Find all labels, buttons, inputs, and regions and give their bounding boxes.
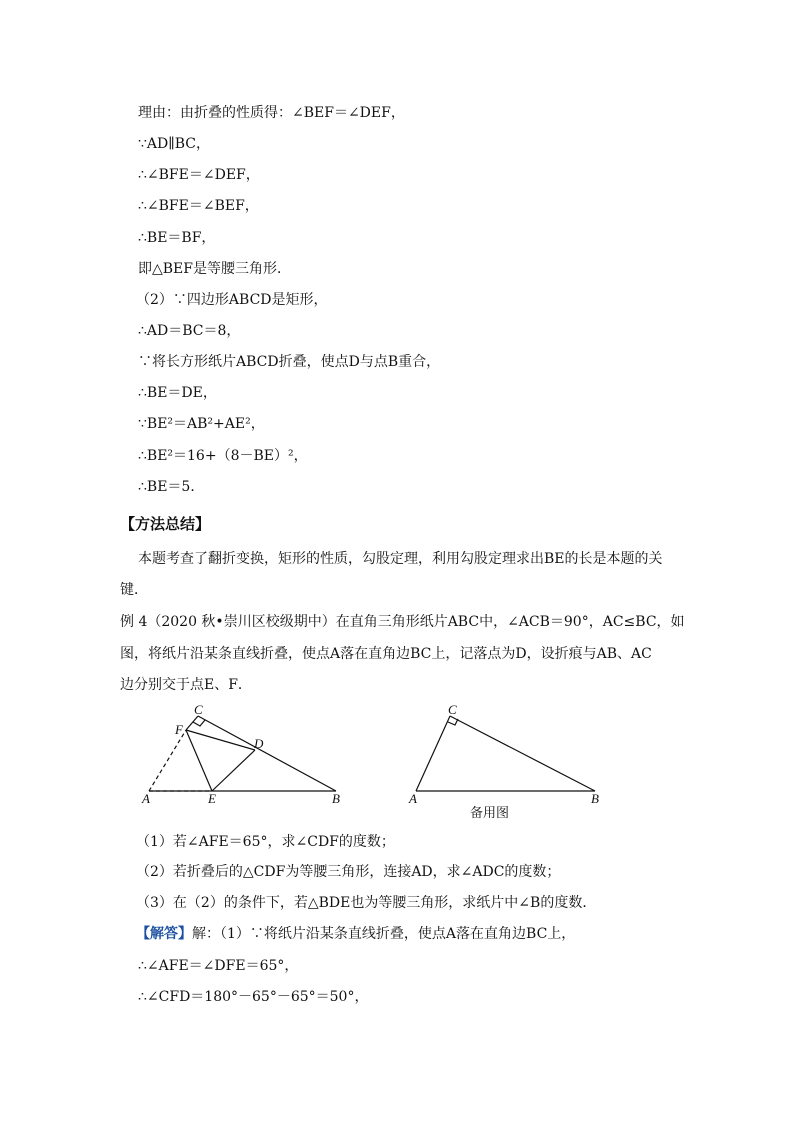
proof-step: ∵将长方形纸片ABCD折叠，使点D与点B重合，	[138, 354, 441, 370]
label-b: B	[332, 791, 340, 806]
example-statement: 图，将纸片沿某条直线折叠，使点A落在直角边BC上，记落点为D，设折痕与AB、AC	[120, 646, 652, 662]
right-angle-mark	[193, 720, 205, 726]
answer-step: ∴∠AFE＝∠DFE＝65°，	[138, 958, 299, 974]
proof-conclusion: 即△BEF是等腰三角形．	[138, 261, 291, 277]
example-statement: 边分别交于点E、F．	[120, 677, 252, 693]
proof-step: ∴∠BFE＝∠BEF，	[138, 198, 259, 214]
question-3: （3）在（2）的条件下，若△BDE也为等腰三角形，求纸片中∠B的度数．	[136, 895, 597, 911]
side-ac	[416, 716, 450, 791]
proof-step: ∵AD∥BC，	[138, 136, 210, 152]
label-a: A	[409, 791, 417, 806]
label-b: B	[591, 791, 599, 806]
side-af-dashed	[149, 730, 186, 791]
crease-fe	[186, 730, 212, 791]
label-c: C	[194, 702, 203, 717]
proof-step: ∴BE＝BF，	[138, 230, 216, 246]
question-1: （1）若∠AFE＝65°，求∠CDF的度数；	[136, 834, 395, 850]
proof-step: ∴BE²＝16+（8－BE）²，	[138, 448, 308, 464]
question-2: （2）若折叠后的△CDF为等腰三角形，连接AD，求∠ADC的度数；	[136, 864, 561, 880]
label-f: F	[175, 722, 183, 737]
label-a: A	[142, 791, 150, 806]
proof-reason: 理由：由折叠的性质得：∠BEF＝∠DEF，	[138, 105, 405, 121]
segment-ed	[212, 750, 255, 791]
example-statement: 例 4（2020 秋•崇川区校级期中）在直角三角形纸片ABC中，∠ACB＝90°，AC≤BC，如	[120, 614, 685, 630]
answer-step: ∴∠CFD＝180°－65°－65°＝50°，	[138, 989, 369, 1005]
answer-text: 解：（1）∵将纸片沿某条直线折叠，使点A落在直角边BC上，	[192, 926, 576, 942]
proof-result: ∴BE＝5．	[138, 479, 205, 495]
label-c: C	[448, 702, 457, 717]
answer-line	[136, 924, 575, 944]
proof-step: （2）∵四边形ABCD是矩形，	[136, 292, 328, 308]
proof-step: ∴BE＝DE，	[138, 385, 217, 401]
method-heading: 【方法总结】	[120, 515, 211, 533]
label-e: E	[208, 791, 216, 806]
answer-tag: 【解答】	[136, 926, 192, 942]
backup-triangle-figure	[416, 716, 595, 791]
proof-step: ∴∠BFE＝∠DEF，	[138, 167, 260, 183]
segment-fd	[186, 730, 255, 750]
side-fc	[186, 716, 198, 730]
method-text: 键．	[120, 582, 148, 598]
method-text: 本题考查了翻折变换，矩形的性质，勾股定理，利用勾股定理求出BE的长是本题的关	[138, 551, 663, 567]
proof-step: ∵BE²＝AB²+AE²，	[138, 416, 265, 432]
proof-step: ∴AD＝BC＝8，	[138, 323, 241, 339]
label-d: D	[254, 736, 264, 751]
side-cb	[198, 716, 336, 791]
side-cb	[450, 716, 595, 791]
geometry-figure	[130, 700, 620, 830]
figure-caption: 备用图	[470, 806, 510, 821]
